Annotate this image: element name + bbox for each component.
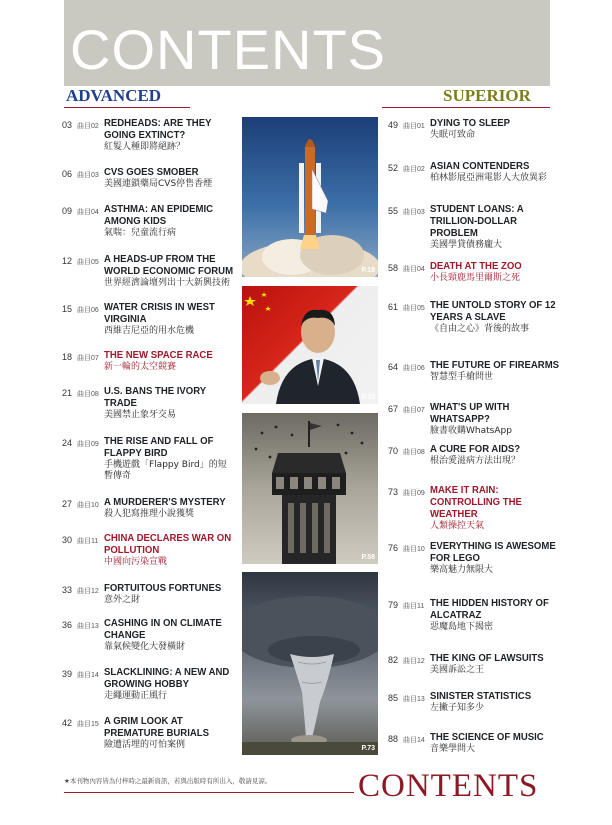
page-number: 49 bbox=[388, 120, 399, 130]
entry-subtitle: 根治愛滋病方法出現？ bbox=[430, 456, 521, 466]
track-number: 曲目03 bbox=[77, 172, 99, 179]
page-title: CONTENTS bbox=[70, 18, 386, 81]
toc-entry[interactable] bbox=[62, 583, 234, 606]
page-number: 76 bbox=[388, 543, 399, 553]
entry-title: THE RISE AND FALL OF FLAPPY BIRD bbox=[104, 436, 214, 459]
page-number: 61 bbox=[388, 302, 399, 312]
page-number: 18 bbox=[62, 352, 73, 362]
entry-title: SLACKLINING: A NEW AND GROWING HOBBY bbox=[104, 667, 230, 690]
track-number: 曲目07 bbox=[77, 355, 99, 362]
toc-entry[interactable] bbox=[388, 541, 578, 576]
footer-note: ★本刊物內容皆為付梓時之最新資訊，若與出版時有所出入，敬請見諒。 bbox=[64, 777, 272, 785]
entry-subtitle: 臉書收購WhatsApp bbox=[430, 426, 512, 436]
entry-subtitle: 靠氣候變化大發橫財 bbox=[104, 642, 186, 652]
toc-entry[interactable] bbox=[62, 254, 234, 289]
photo-page-label: P.30 bbox=[361, 394, 375, 401]
toc-entry[interactable] bbox=[62, 716, 234, 751]
track-number: 曲目09 bbox=[403, 490, 425, 497]
track-number: 曲目08 bbox=[77, 391, 99, 398]
tornado-icon bbox=[242, 572, 378, 755]
entry-subtitle: 音樂學問大 bbox=[430, 744, 476, 754]
track-number: 曲目04 bbox=[77, 209, 99, 216]
entry-title: THE SCIENCE OF MUSIC bbox=[430, 732, 544, 743]
entry-subtitle: 新一輪的太空競賽 bbox=[104, 362, 177, 372]
track-number: 曲目14 bbox=[403, 737, 425, 744]
toc-entry[interactable] bbox=[62, 618, 234, 653]
entry-title: CVS GOES SMOBER bbox=[104, 167, 199, 178]
page-number: 09 bbox=[62, 206, 73, 216]
track-number: 曲目06 bbox=[403, 365, 425, 372]
entry-subtitle: 樂高魅力無限大 bbox=[430, 565, 494, 575]
page-number: 58 bbox=[388, 263, 399, 273]
entry-title: THE UNTOLD STORY OF 12 YEARS A SLAVE bbox=[430, 300, 556, 323]
entry-subtitle: 柏林影展亞洲電影人大放異彩 bbox=[430, 173, 548, 183]
entry-subtitle: 西維吉尼亞的用水危機 bbox=[104, 326, 195, 336]
toc-entry[interactable] bbox=[62, 204, 234, 239]
entry-title: DEATH AT THE ZOO bbox=[430, 261, 522, 272]
entry-subtitle: 惡魔島地下揭密 bbox=[430, 622, 494, 632]
divider bbox=[382, 107, 550, 108]
entry-subtitle: 險遭活埋的可怕案例 bbox=[104, 740, 186, 750]
toc-entry[interactable] bbox=[388, 732, 578, 755]
entry-subtitle: 中國向污染宣戰 bbox=[104, 557, 168, 567]
track-number: 曲目02 bbox=[403, 166, 425, 173]
entry-title: WATER CRISIS IN WEST VIRGINIA bbox=[104, 302, 215, 325]
entry-subtitle: 手機遊戲「Flappy Bird」的短暫傳奇 bbox=[104, 460, 227, 481]
entry-title: CASHING IN ON CLIMATE CHANGE bbox=[104, 618, 222, 641]
tower-icon bbox=[242, 413, 378, 564]
toc-entry[interactable] bbox=[388, 691, 578, 714]
toc-entry[interactable] bbox=[388, 444, 578, 467]
entry-subtitle: 意外之財 bbox=[104, 595, 141, 605]
page-number: 55 bbox=[388, 206, 399, 216]
entry-title: THE FUTURE OF FIREARMS bbox=[430, 360, 560, 371]
entry-title: FORTUITOUS FORTUNES bbox=[104, 583, 222, 594]
entry-title: THE NEW SPACE RACE bbox=[104, 350, 213, 361]
page-number: 67 bbox=[388, 404, 399, 414]
entry-title: CHINA DECLARES WAR ON POLLUTION bbox=[104, 533, 232, 556]
entry-title: A GRIM LOOK AT PREMATURE BURIALS bbox=[104, 716, 209, 739]
entry-title: REDHEADS: ARE THEY GOING EXTINCT? bbox=[104, 118, 212, 141]
track-number: 曲目06 bbox=[77, 307, 99, 314]
page-number: 88 bbox=[388, 734, 399, 744]
entry-title: THE KING OF LAWSUITS bbox=[430, 653, 544, 664]
tornado-photo bbox=[242, 572, 378, 755]
track-number: 曲目12 bbox=[77, 588, 99, 595]
entry-subtitle: 世界經濟論壇列出十大新興技術 bbox=[104, 278, 231, 288]
toc-entry[interactable] bbox=[388, 261, 578, 284]
page-number: 24 bbox=[62, 438, 73, 448]
toc-entry[interactable] bbox=[388, 118, 578, 141]
track-number: 曲目13 bbox=[403, 696, 425, 703]
page-number: 39 bbox=[62, 669, 73, 679]
toc-entry[interactable] bbox=[62, 386, 234, 421]
page-number: 42 bbox=[62, 718, 73, 728]
entry-title: EVERYTHING IS AWESOME FOR LEGO bbox=[430, 541, 556, 564]
entry-subtitle: 小長頸鹿馬里爾斯之死 bbox=[430, 273, 521, 283]
entry-subtitle: 失眠可致命 bbox=[430, 130, 476, 140]
entry-title: THE HIDDEN HISTORY OF ALCATRAZ bbox=[430, 598, 549, 621]
entry-subtitle: 紅髮人種即將絕跡？ bbox=[104, 142, 186, 152]
photo-page-label: P.58 bbox=[361, 554, 375, 561]
entry-subtitle: 美國禁止象牙交易 bbox=[104, 410, 177, 420]
toc-entry[interactable] bbox=[62, 497, 234, 520]
entry-title: STUDENT LOANS: A TRILLION-DOLLAR PROBLEM bbox=[430, 204, 524, 239]
track-number: 曲目05 bbox=[403, 305, 425, 312]
photo-page-label: P.73 bbox=[361, 745, 375, 752]
entry-title: A MURDERER'S MYSTERY bbox=[104, 497, 226, 508]
toc-entry[interactable] bbox=[388, 402, 578, 437]
person-icon bbox=[242, 286, 378, 404]
page-number: 70 bbox=[388, 446, 399, 456]
entry-title: SINISTER STATISTICS bbox=[430, 691, 532, 702]
toc-entry[interactable] bbox=[62, 302, 234, 337]
page-number: 64 bbox=[388, 362, 399, 372]
page-number: 15 bbox=[62, 304, 73, 314]
track-number: 曲目11 bbox=[77, 538, 99, 545]
page-number: 30 bbox=[62, 535, 73, 545]
entry-title: MAKE IT RAIN: CONTROLLING THE WEATHER bbox=[430, 485, 522, 520]
entry-subtitle: 走繩運動正風行 bbox=[104, 691, 168, 701]
entry-subtitle: 左撇子知多少 bbox=[430, 703, 485, 713]
entry-subtitle: 美國訴訟之王 bbox=[430, 665, 485, 675]
page-number: 36 bbox=[62, 620, 73, 630]
superior-heading: SUPERIOR bbox=[443, 86, 531, 105]
page-number: 85 bbox=[388, 693, 399, 703]
track-number: 曲目14 bbox=[77, 672, 99, 679]
toc-entry[interactable] bbox=[388, 653, 578, 676]
entry-title: ASTHMA: AN EPIDEMIC AMONG KIDS bbox=[104, 204, 214, 227]
toc-entry[interactable] bbox=[62, 350, 234, 373]
page-number: 21 bbox=[62, 388, 73, 398]
zoo-tower-photo bbox=[242, 413, 378, 564]
page-number: 82 bbox=[388, 655, 399, 665]
page-number: 73 bbox=[388, 487, 399, 497]
page-number: 03 bbox=[62, 120, 73, 130]
entry-title: U.S. BANS THE IVORY TRADE bbox=[104, 386, 206, 409]
entry-subtitle: 美國學貸債務龐大 bbox=[430, 240, 503, 250]
page-number: 12 bbox=[62, 256, 73, 266]
toc-entry[interactable] bbox=[62, 667, 234, 702]
track-number: 曲目03 bbox=[403, 209, 425, 216]
toc-entry[interactable] bbox=[388, 485, 578, 532]
photo-page-label: P.18 bbox=[361, 267, 375, 274]
entry-subtitle: 殺人犯寫推理小說獲獎 bbox=[104, 509, 195, 519]
page-number: 06 bbox=[62, 169, 73, 179]
track-number: 曲目01 bbox=[403, 123, 425, 130]
entry-title: A HEADS-UP FROM THE WORLD ECONOMIC FORUM bbox=[104, 254, 234, 277]
track-number: 曲目02 bbox=[77, 123, 99, 130]
toc-entry[interactable] bbox=[388, 598, 578, 633]
track-number: 曲目07 bbox=[403, 407, 425, 414]
toc-entry[interactable] bbox=[388, 161, 578, 184]
footer-divider bbox=[64, 792, 354, 793]
track-number: 曲目12 bbox=[403, 658, 425, 665]
page-number: 52 bbox=[388, 163, 399, 173]
page-number: 33 bbox=[62, 585, 73, 595]
track-number: 曲目10 bbox=[403, 546, 425, 553]
track-number: 曲目11 bbox=[403, 603, 425, 610]
divider bbox=[64, 107, 190, 108]
entry-title: A CURE FOR AIDS? bbox=[430, 444, 521, 455]
toc-entry[interactable] bbox=[388, 204, 578, 251]
rocket-launch-photo bbox=[242, 117, 378, 277]
entry-subtitle: 《自由之心》背後的故事 bbox=[430, 324, 530, 334]
footer-title: CONTENTS bbox=[358, 768, 539, 804]
page-number: 79 bbox=[388, 600, 399, 610]
toc-entry[interactable] bbox=[388, 360, 578, 383]
toc-entry[interactable] bbox=[388, 300, 578, 335]
entry-title: ASIAN CONTENDERS bbox=[430, 161, 530, 172]
track-number: 曲目15 bbox=[77, 721, 99, 728]
track-number: 曲目09 bbox=[77, 441, 99, 448]
entry-title: WHAT'S UP WITH WHATSAPP? bbox=[430, 402, 510, 425]
toc-entry[interactable] bbox=[62, 118, 234, 153]
track-number: 曲目13 bbox=[77, 623, 99, 630]
toc-entry[interactable] bbox=[62, 167, 234, 190]
toc-entry[interactable] bbox=[62, 436, 234, 482]
entry-title: DYING TO SLEEP bbox=[430, 118, 511, 129]
politician-photo bbox=[242, 286, 378, 404]
entry-subtitle: 美國連鎖藥局CVS停售香煙 bbox=[104, 179, 213, 189]
track-number: 曲目04 bbox=[403, 266, 425, 273]
entry-subtitle: 人類操控天氣 bbox=[430, 521, 485, 531]
toc-entry[interactable] bbox=[62, 533, 234, 568]
rocket-icon bbox=[242, 117, 378, 277]
page-number: 27 bbox=[62, 499, 73, 509]
entry-subtitle: 智慧型手槍問世 bbox=[430, 372, 494, 382]
advanced-heading: ADVANCED bbox=[66, 86, 162, 105]
track-number: 曲目05 bbox=[77, 259, 99, 266]
track-number: 曲目10 bbox=[77, 502, 99, 509]
track-number: 曲目08 bbox=[403, 449, 425, 456]
entry-subtitle: 氣喘：兒童流行病 bbox=[104, 228, 177, 238]
